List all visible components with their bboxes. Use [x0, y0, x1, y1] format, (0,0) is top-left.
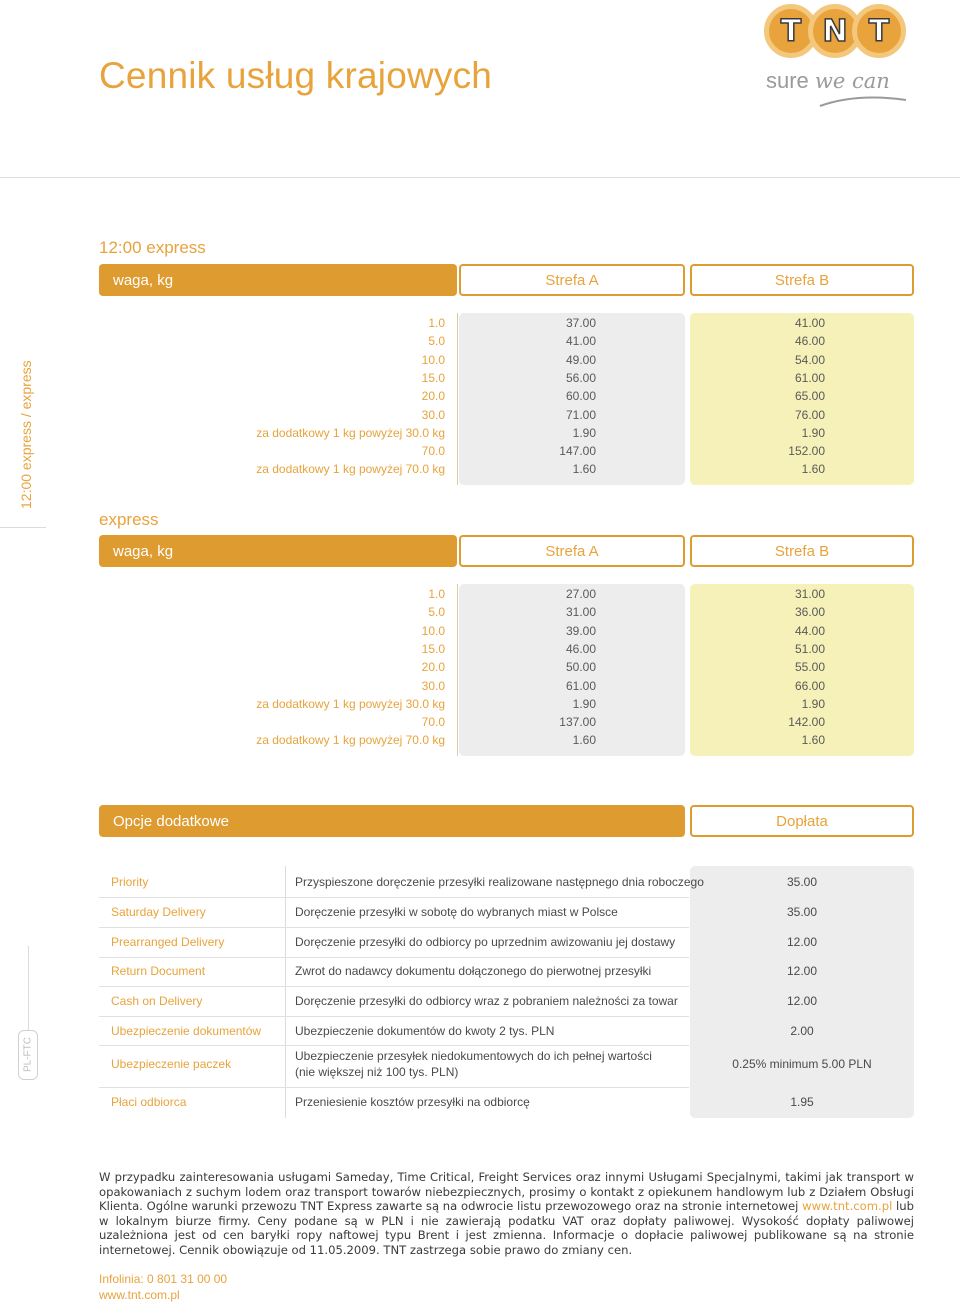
- option-name: Prearranged Delivery: [111, 935, 225, 949]
- logo-tag-sure: sure: [766, 68, 809, 93]
- website-link[interactable]: www.tnt.com.pl: [99, 1288, 180, 1302]
- option-fee: 12.00: [786, 935, 818, 949]
- section-title-express: express: [99, 510, 159, 529]
- weight-cell: 1.0: [428, 316, 445, 330]
- zone-b-price: 65.00: [794, 389, 825, 404]
- weight-cell: 70.0: [421, 715, 445, 730]
- option-name: Return Document: [111, 964, 206, 978]
- zone-b-price: 36.00: [794, 605, 825, 620]
- zone-b-price: 1.60: [801, 733, 825, 748]
- header-zone-b: Strefa B: [690, 535, 914, 567]
- option-description: Przyspieszone doręczenie przesyłki realizowane następnego dnia roboczego: [295, 875, 704, 889]
- tnt-logo: [760, 4, 910, 114]
- header-zone-a: Strefa A: [459, 535, 685, 567]
- option-name: Cash on Delivery: [111, 994, 203, 1008]
- zone-b-price: 152.00: [788, 444, 825, 459]
- option-name: Priority: [111, 875, 149, 889]
- zone-a-price: 61.00: [565, 678, 596, 693]
- zone-a-price: 31.00: [565, 605, 596, 620]
- column-divider: [457, 584, 458, 756]
- option-fee: 2.00: [790, 1024, 814, 1038]
- side-divider: [0, 527, 46, 528]
- footer-link[interactable]: www.tnt.com.pl: [802, 1199, 893, 1214]
- weight-cell: 10.0: [421, 352, 445, 367]
- footer-text-part: lub w lokalnym biurze firmy. Ceny podane są w PLN i nie zawierają podatku VAT oraz dopłaty paliwowej. Wysokość dopłaty paliwowej uzależniona jest od cen baryłki ropy naftowej typu Brent i jest zmienna. Informacje o dopłacie paliwowej publikowane są na stronie internetowej. Cennik obowiązuje od 11.05.2009. TNT zastrzega sobie prawo do zmiany cen.: [99, 1199, 914, 1257]
- option-fee: 35.00: [786, 905, 818, 919]
- option-description: Ubezpieczenie dokumentów do kwoty 2 tys. PLN: [295, 1024, 555, 1038]
- option-name: Ubezpieczenie paczek: [111, 1057, 232, 1071]
- zone-b-price: 31.00: [794, 587, 825, 601]
- weight-cell: 10.0: [421, 623, 445, 638]
- zone-b-price: 66.00: [794, 678, 825, 693]
- logo-letter: N: [822, 13, 848, 49]
- column-divider: [457, 313, 458, 485]
- zone-b-price: 142.00: [788, 715, 825, 730]
- option-separator: [99, 927, 689, 928]
- weight-cell: 15.0: [421, 641, 445, 656]
- logo-tag-wecan: we can: [814, 69, 890, 93]
- zone-a-price: 1.60: [572, 462, 596, 477]
- option-separator: [99, 1045, 689, 1046]
- weight-cell: 15.0: [421, 370, 445, 385]
- zone-a-price: 1.60: [572, 733, 596, 748]
- zone-a-price: 71.00: [565, 407, 596, 422]
- header-zone-a: Strefa A: [459, 264, 685, 296]
- zone-a-price: 37.00: [565, 316, 596, 330]
- option-fee: 12.00: [786, 964, 818, 978]
- zone-a-price: 49.00: [565, 352, 596, 367]
- zone-a-price: 147.00: [559, 444, 596, 459]
- zone-a-price: 46.00: [565, 641, 596, 656]
- option-description: Przeniesienie kosztów przesyłki na odbiorcę: [295, 1095, 530, 1109]
- option-description: Doręczenie przesyłki w sobotę do wybranych miast w Polsce: [295, 905, 618, 919]
- weight-cell: 70.0: [421, 444, 445, 459]
- zone-a-price: 60.00: [565, 389, 596, 404]
- zone-b-price: 41.00: [794, 316, 825, 330]
- option-name: Ubezpieczenie dokumentów: [111, 1024, 262, 1038]
- zone-a-price: 27.00: [565, 587, 596, 601]
- header-zone-b: Strefa B: [690, 264, 914, 296]
- page-header: [0, 0, 960, 178]
- option-name: Płaci odbiorca: [111, 1095, 187, 1109]
- header-weight: waga, kg: [99, 535, 457, 567]
- option-separator: [99, 897, 689, 898]
- section-title-1200-express: 12:00 express: [99, 238, 206, 257]
- weight-cell: 20.0: [421, 660, 445, 675]
- option-separator: [99, 957, 689, 958]
- side-label: 12:00 express / express: [18, 360, 34, 510]
- zone-b-price: 46.00: [794, 334, 825, 349]
- zone-a-price: 50.00: [565, 660, 596, 675]
- option-description-line2: (nie większej niż 100 tys. PLN): [295, 1065, 459, 1079]
- footer-text-part: W przypadku zainteresowania usługami Sameday, Time Critical, Freight Services oraz innymi Usługami Specjalnymi, takimi jak transport w opakowaniach z suchym lodem oraz transport towarów niebezpiecznych, prosimy o kontakt z opiekunem handlowym lub z Działem Obsługi Klienta. Ogólne warunki przewozu TNT Express zawarte są na odwrocie listu przewozowego oraz na stronie internetowej: [99, 1170, 914, 1214]
- header-options: Opcje dodatkowe: [99, 805, 685, 837]
- zone-b-price: 54.00: [794, 352, 825, 367]
- weight-cell: 30.0: [421, 678, 445, 693]
- zone-a-price: 137.00: [559, 715, 596, 730]
- doc-code: PL-FTC: [18, 1030, 38, 1080]
- zone-a-price: 1.90: [572, 425, 596, 440]
- weight-cell: za dodatkowy 1 kg powyżej 70.0 kg: [256, 733, 445, 748]
- option-fee: 12.00: [786, 994, 818, 1008]
- logo-letter: T: [868, 13, 890, 49]
- option-fee: 1.95: [790, 1095, 814, 1109]
- option-separator: [99, 1087, 689, 1088]
- zone-b-price: 44.00: [794, 623, 825, 638]
- code-divider: [28, 946, 29, 1030]
- options-divider: [285, 866, 286, 1118]
- zone-b-price: 76.00: [794, 407, 825, 422]
- option-name: Saturday Delivery: [111, 905, 206, 919]
- logo-circle-t2: [852, 4, 906, 58]
- option-fee: 0.25% minimum 5.00 PLN: [732, 1057, 872, 1071]
- option-fee: 35.00: [786, 875, 818, 889]
- header-surcharge: Dopłata: [690, 805, 914, 837]
- option-description: Doręczenie przesyłki do odbiorcy wraz z pobraniem należności za towar: [295, 994, 678, 1008]
- option-description: Zwrot do nadawcy dokumentu dołączonego do pierwotnej przesyłki: [295, 964, 652, 978]
- zone-b-price: 1.60: [801, 462, 825, 477]
- weight-cell: za dodatkowy 1 kg powyżej 30.0 kg: [256, 425, 445, 440]
- surcharge-column-bg: [690, 866, 914, 1118]
- zone-a-price: 39.00: [565, 623, 596, 638]
- weight-cell: za dodatkowy 1 kg powyżej 30.0 kg: [256, 696, 445, 711]
- weight-cell: 5.0: [428, 334, 445, 349]
- zone-b-price: 1.90: [801, 696, 825, 711]
- swoosh-icon: [818, 94, 908, 108]
- option-description: Ubezpieczenie przesyłek niedokumentowych do ich pełnej wartości: [295, 1049, 652, 1063]
- infolinia: Infolinia: 0 801 31 00 00: [99, 1272, 228, 1286]
- weight-cell: za dodatkowy 1 kg powyżej 70.0 kg: [256, 462, 445, 477]
- weight-cell: 20.0: [421, 389, 445, 404]
- weight-cell: 1.0: [428, 587, 445, 601]
- weight-cell: 30.0: [421, 407, 445, 422]
- weight-cell: 5.0: [428, 605, 445, 620]
- logo-letter: T: [780, 13, 802, 49]
- zone-a-price: 1.90: [572, 696, 596, 711]
- option-separator: [99, 986, 689, 987]
- option-separator: [99, 1016, 689, 1017]
- logo-tagline: [766, 68, 890, 94]
- option-description: Doręczenie przesyłki do odbiorcy po uprzednim awizowaniu jej dostawy: [295, 935, 676, 949]
- page-title: Cennik usług krajowych: [99, 55, 493, 96]
- zone-b-price: 61.00: [794, 370, 825, 385]
- header-weight: waga, kg: [99, 264, 457, 296]
- zone-b-price: 1.90: [801, 425, 825, 440]
- zone-a-price: 41.00: [565, 334, 596, 349]
- logo-circles: [764, 4, 906, 62]
- zone-b-price: 51.00: [794, 641, 825, 656]
- zone-a-price: 56.00: [565, 370, 596, 385]
- footer-note: [99, 1170, 914, 1258]
- zone-b-price: 55.00: [794, 660, 825, 675]
